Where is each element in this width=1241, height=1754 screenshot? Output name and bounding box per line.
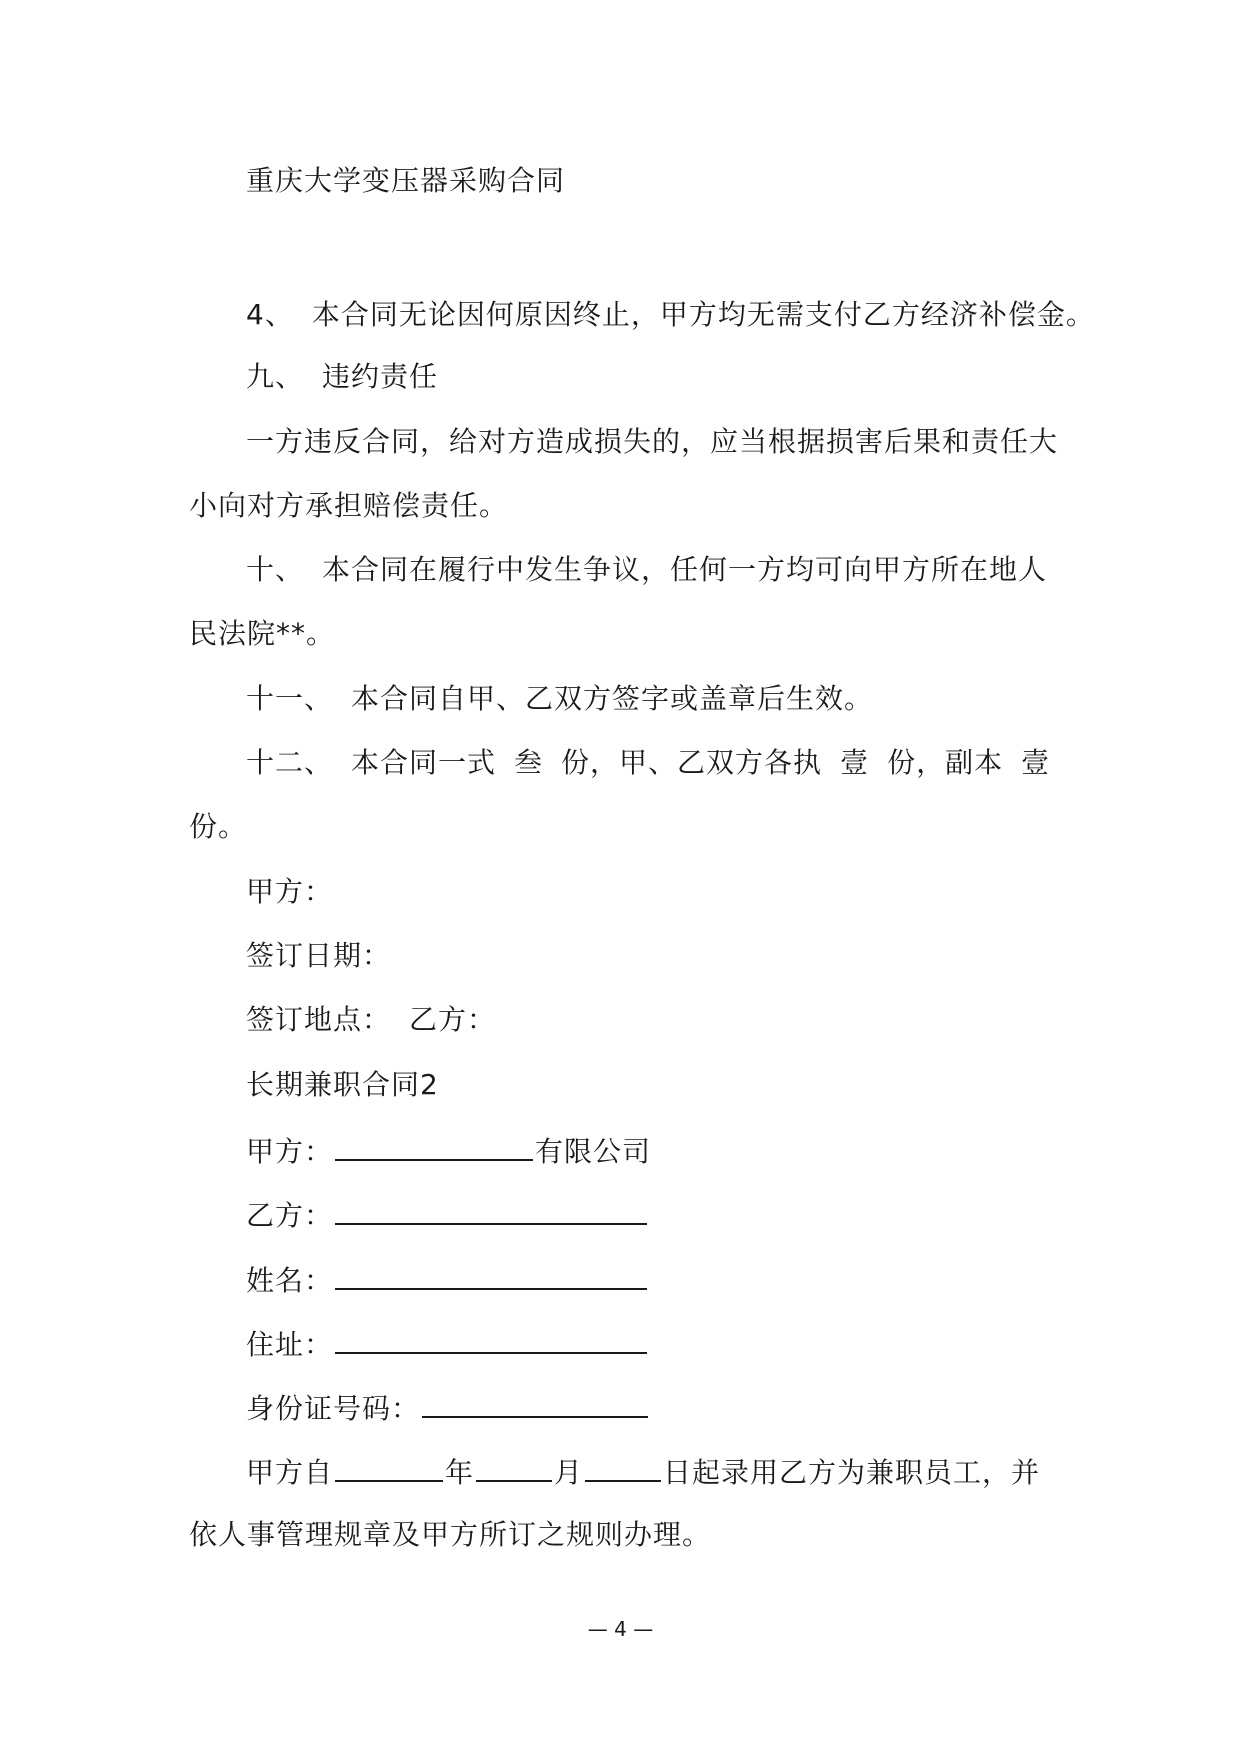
party-b-blank[interactable] bbox=[335, 1193, 647, 1225]
hire-line-1 bbox=[246, 1450, 1040, 1493]
section-12-line-2: 份。 bbox=[189, 810, 248, 843]
month-label: 月 bbox=[554, 1456, 584, 1489]
section-number: 九、 bbox=[246, 360, 305, 393]
section-number: 十、 bbox=[246, 553, 305, 586]
section-number: 十一、 bbox=[246, 682, 334, 715]
year-blank[interactable] bbox=[335, 1450, 443, 1482]
party-b-signature: 乙方： bbox=[409, 1003, 497, 1036]
clause-number: 4、 bbox=[246, 298, 294, 331]
party-a-suffix: 有限公司 bbox=[535, 1135, 652, 1168]
name-blank[interactable] bbox=[335, 1258, 647, 1290]
clause-4 bbox=[246, 295, 1095, 335]
section-number: 十二、 bbox=[246, 746, 334, 779]
year-label: 年 bbox=[445, 1456, 475, 1489]
document-title: 重庆大学变压器采购合同 bbox=[246, 164, 566, 197]
party-b-label: 乙方： bbox=[246, 1199, 334, 1232]
copies-total: 叁 bbox=[514, 746, 544, 779]
section-text: 本合同自甲、乙双方签字或盖章后生效。 bbox=[351, 682, 874, 715]
page-number: — 4 — bbox=[587, 1617, 654, 1641]
party-a-row bbox=[246, 1129, 651, 1172]
hire-line-2: 依人事管理规章及甲方所订之规则办理。 bbox=[189, 1518, 712, 1551]
hire-text: 日起录用乙方为兼职员工，并 bbox=[663, 1456, 1041, 1489]
name-label: 姓名： bbox=[246, 1264, 334, 1297]
address-row bbox=[246, 1322, 649, 1365]
section-10-line-1 bbox=[246, 550, 1047, 590]
hire-text: 甲方自 bbox=[246, 1456, 334, 1489]
clause-text: 本合同无论因何原因终止，甲方均无需支付乙方经济补偿金。 bbox=[311, 298, 1095, 331]
liability-line-2: 小向对方承担赔偿责任。 bbox=[189, 489, 509, 522]
id-number-row bbox=[246, 1386, 650, 1429]
liability-line-1: 一方违反合同，给对方造成损失的，应当根据损害后果和责任大 bbox=[246, 425, 1059, 458]
party-a-blank[interactable] bbox=[335, 1129, 533, 1161]
section-text: 本合同在履行中发生争议，任何一方均可向甲方所在地人 bbox=[322, 553, 1048, 586]
section-text: 份，副本 bbox=[887, 746, 1004, 779]
party-a-label: 甲方： bbox=[246, 1135, 334, 1168]
id-number-blank[interactable] bbox=[422, 1386, 648, 1418]
copies-duplicate: 壹 bbox=[1021, 746, 1051, 779]
address-blank[interactable] bbox=[335, 1322, 647, 1354]
contract-2-title: 长期兼职合同2 bbox=[246, 1068, 439, 1101]
section-9-heading bbox=[246, 357, 438, 397]
section-text: 份，甲、乙双方各执 bbox=[561, 746, 823, 779]
address-label: 住址： bbox=[246, 1328, 334, 1361]
section-text: 本合同一式 bbox=[351, 746, 497, 779]
section-10-line-2: 民法院**。 bbox=[189, 617, 336, 650]
copies-each: 壹 bbox=[840, 746, 870, 779]
name-row bbox=[246, 1258, 649, 1301]
signing-place-row bbox=[246, 1000, 496, 1040]
section-11 bbox=[246, 679, 873, 719]
section-12-line-1 bbox=[246, 743, 1050, 783]
day-blank[interactable] bbox=[585, 1450, 661, 1482]
signing-place: 签订地点： bbox=[246, 1003, 392, 1036]
id-number-label: 身份证号码： bbox=[246, 1392, 421, 1425]
section-title: 违约责任 bbox=[322, 360, 439, 393]
signing-date: 签订日期： bbox=[246, 939, 392, 972]
party-b-row bbox=[246, 1193, 649, 1236]
party-a-signature: 甲方： bbox=[246, 875, 334, 908]
month-blank[interactable] bbox=[476, 1450, 552, 1482]
